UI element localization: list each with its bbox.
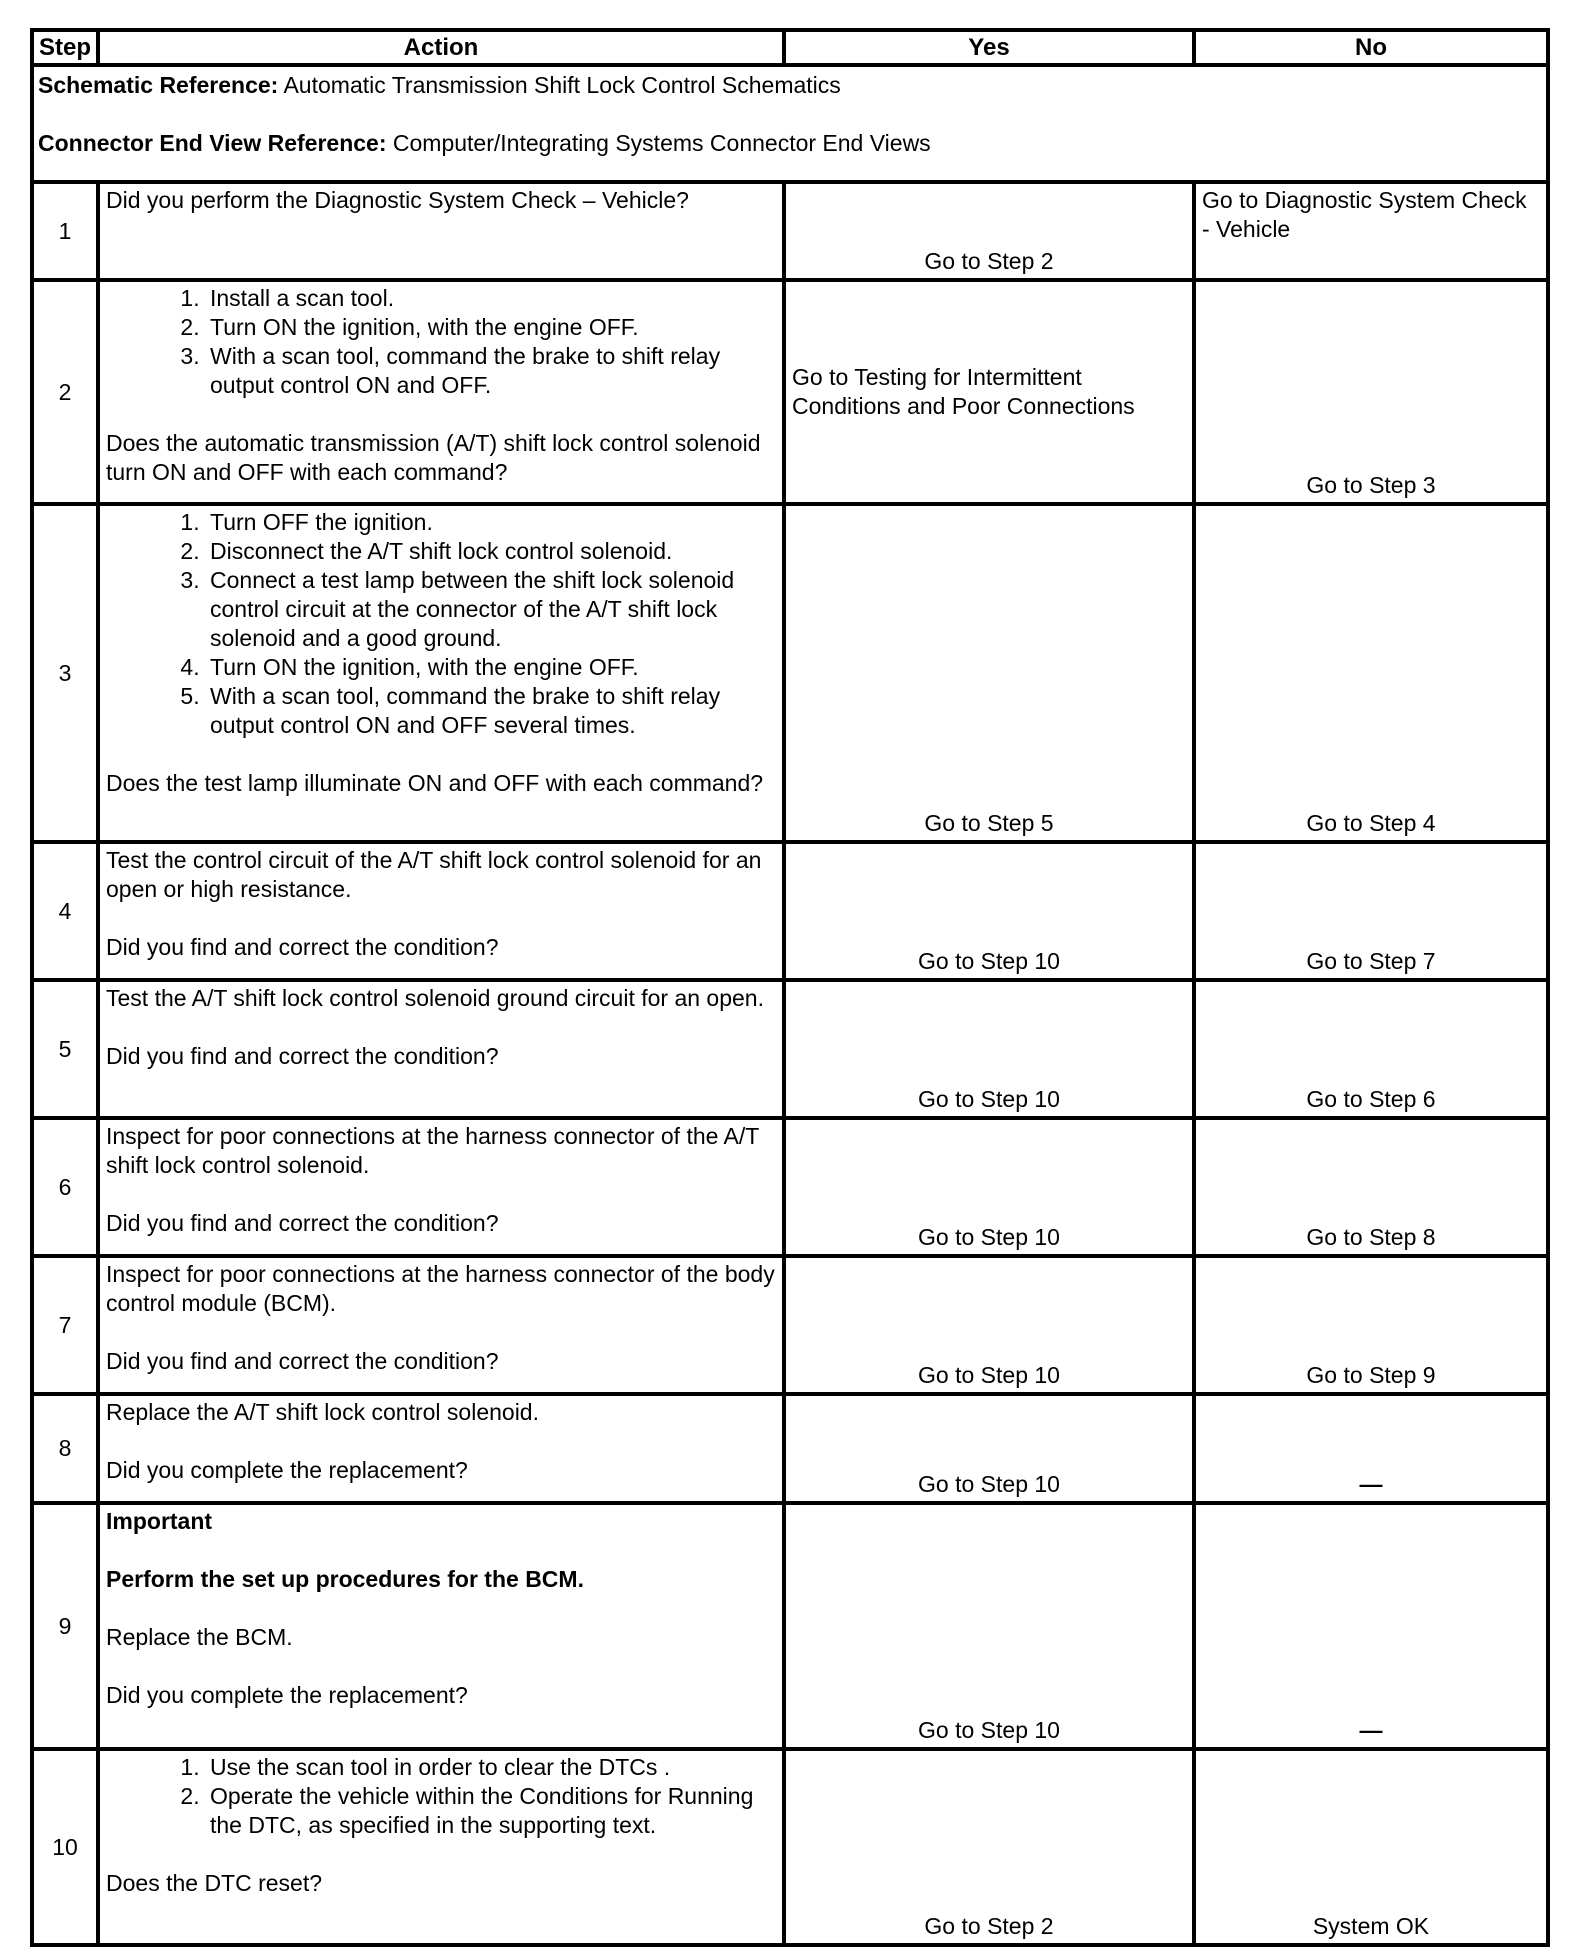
table-row [32, 1394, 1548, 1503]
header-row [32, 30, 1548, 65]
procedure-item: 1. Install a scan tool. [206, 284, 776, 313]
step-number: 4 [32, 842, 98, 980]
step-number: 1 [32, 182, 98, 280]
table-row [32, 842, 1548, 980]
table-row [32, 1256, 1548, 1394]
yes-link[interactable]: Go to Step 2 [924, 248, 1054, 274]
important-label: Important [106, 1508, 213, 1534]
procedure-item: 2. Turn ON the ignition, with the engine OFF. [206, 313, 776, 342]
procedure-item: 1. Turn OFF the ignition. [206, 508, 776, 537]
action-cell [98, 1503, 784, 1749]
action-cell [98, 980, 784, 1118]
no-result: System OK [1312, 1913, 1430, 1939]
procedure-list [106, 1753, 776, 1840]
no-cell [1194, 182, 1548, 280]
header-step: Step [32, 30, 98, 65]
no-cell [1194, 1749, 1548, 1945]
step-question: Did you complete the replacement? [106, 1682, 468, 1708]
step-question: Did you complete the replacement? [106, 1457, 468, 1483]
step-number: 5 [32, 980, 98, 1118]
table-row [32, 1503, 1548, 1749]
procedure-item: 1. Use the scan tool in order to clear the DTCs . [206, 1753, 776, 1782]
no-link[interactable]: Go to Step 8 [1306, 1224, 1436, 1250]
table-row [32, 182, 1548, 280]
action-cell [98, 842, 784, 980]
important-text: Perform the set up procedures for the BCM. [106, 1566, 584, 1592]
header-no: No [1194, 30, 1548, 65]
schematic-reference-label: Schematic Reference: [38, 72, 279, 98]
no-link[interactable]: Go to Step 4 [1306, 810, 1436, 836]
step-number: 9 [32, 1503, 98, 1749]
no-cell [1194, 1503, 1548, 1749]
step-number: 6 [32, 1118, 98, 1256]
procedure-item: 2. Operate the vehicle within the Conditions for Running the DTC, as specified in the supporting text. [206, 1782, 776, 1840]
procedure-item: 3. With a scan tool, command the brake to shift relay output control ON and OFF. [206, 342, 776, 400]
step-question: Did you find and correct the condition? [106, 934, 499, 960]
no-cell [1194, 842, 1548, 980]
no-cell [1194, 1394, 1548, 1503]
diagnostic-table [30, 28, 1550, 1947]
yes-link[interactable]: Go to Step 10 [918, 1362, 1060, 1388]
action-cell [98, 504, 784, 842]
yes-cell [784, 1749, 1194, 1945]
step-action: Replace the A/T shift lock control solenoid. [106, 1399, 539, 1425]
no-dash: — [1359, 1717, 1383, 1743]
procedure-list [106, 284, 776, 400]
yes-link[interactable]: Go to Step 10 [918, 1717, 1060, 1743]
step-question: Did you find and correct the condition? [106, 1210, 499, 1236]
step-action: Test the A/T shift lock control solenoid ground circuit for an open. [106, 985, 764, 1011]
yes-cell [784, 280, 1194, 504]
step-question: Did you perform the Diagnostic System Check – Vehicle? [106, 187, 689, 213]
action-cell [98, 182, 784, 280]
yes-link[interactable]: Go to Step 10 [918, 1471, 1060, 1497]
step-number: 10 [32, 1749, 98, 1945]
schematic-reference [38, 71, 1542, 100]
schematic-reference-link[interactable]: Automatic Transmission Shift Lock Control Schematics [283, 72, 841, 98]
table-row [32, 1118, 1548, 1256]
reference-row [32, 65, 1548, 182]
step-question: Does the test lamp illuminate ON and OFF with each command? [106, 770, 764, 796]
reference-cell [32, 65, 1548, 182]
procedure-item: 3. Connect a test lamp between the shift lock solenoid control circuit at the connector of the A/T shift lock solenoid and a good ground. [206, 566, 776, 653]
step-number: 8 [32, 1394, 98, 1503]
no-dash: — [1359, 1471, 1383, 1497]
step-number: 2 [32, 280, 98, 504]
yes-link[interactable]: Go to Testing for Intermittent Conditions and Poor Connections [792, 364, 1135, 419]
yes-cell [784, 980, 1194, 1118]
step-question: Does the automatic transmission (A/T) shift lock control solenoid turn ON and OFF with each command? [106, 430, 761, 485]
action-cell [98, 280, 784, 504]
yes-cell [784, 1394, 1194, 1503]
yes-cell [784, 842, 1194, 980]
step-action: Inspect for poor connections at the harness connector of the A/T shift lock control solenoid. [106, 1123, 759, 1178]
step-number: 7 [32, 1256, 98, 1394]
procedure-item: 5. With a scan tool, command the brake to shift relay output control ON and OFF several times. [206, 682, 776, 740]
yes-link[interactable]: Go to Step 5 [924, 810, 1054, 836]
connector-reference [38, 129, 1542, 158]
action-cell [98, 1256, 784, 1394]
action-cell [98, 1394, 784, 1503]
action-cell [98, 1118, 784, 1256]
no-cell [1194, 1256, 1548, 1394]
yes-cell [784, 1118, 1194, 1256]
table-row [32, 1749, 1548, 1945]
yes-link[interactable]: Go to Step 10 [918, 1224, 1060, 1250]
yes-cell [784, 1503, 1194, 1749]
no-cell [1194, 980, 1548, 1118]
no-link[interactable]: Go to Step 3 [1306, 472, 1436, 498]
table-row [32, 504, 1548, 842]
no-cell [1194, 280, 1548, 504]
step-question: Does the DTC reset? [106, 1870, 323, 1896]
no-link[interactable]: Go to Step 9 [1306, 1362, 1436, 1388]
procedure-list [106, 508, 776, 740]
step-action: Test the control circuit of the A/T shift lock control solenoid for an open or high resistance. [106, 847, 762, 902]
connector-reference-label: Connector End View Reference: [38, 130, 387, 156]
table-row [32, 280, 1548, 504]
no-link[interactable]: Go to Step 7 [1306, 948, 1436, 974]
connector-reference-link[interactable]: Computer/Integrating Systems Connector End Views [392, 130, 931, 156]
step-number: 3 [32, 504, 98, 842]
step-action: Inspect for poor connections at the harness connector of the body control module (BCM). [106, 1261, 775, 1316]
no-cell [1194, 1118, 1548, 1256]
yes-cell [784, 182, 1194, 280]
yes-link[interactable]: Go to Step 2 [924, 1913, 1054, 1939]
action-cell [98, 1749, 784, 1945]
no-link[interactable]: Go to Diagnostic System Check - Vehicle [1202, 187, 1527, 242]
yes-link[interactable]: Go to Step 10 [918, 948, 1060, 974]
step-question: Did you find and correct the condition? [106, 1348, 499, 1374]
header-action: Action [98, 30, 784, 65]
no-cell [1194, 504, 1548, 842]
header-yes: Yes [784, 30, 1194, 65]
yes-cell [784, 504, 1194, 842]
procedure-item: 4. Turn ON the ignition, with the engine OFF. [206, 653, 776, 682]
table-row [32, 980, 1548, 1118]
procedure-item: 2. Disconnect the A/T shift lock control solenoid. [206, 537, 776, 566]
yes-cell [784, 1256, 1194, 1394]
step-action: Replace the BCM. [106, 1624, 293, 1650]
yes-link[interactable]: Go to Step 10 [918, 1086, 1060, 1112]
step-question: Did you find and correct the condition? [106, 1043, 499, 1069]
no-link[interactable]: Go to Step 6 [1306, 1086, 1436, 1112]
